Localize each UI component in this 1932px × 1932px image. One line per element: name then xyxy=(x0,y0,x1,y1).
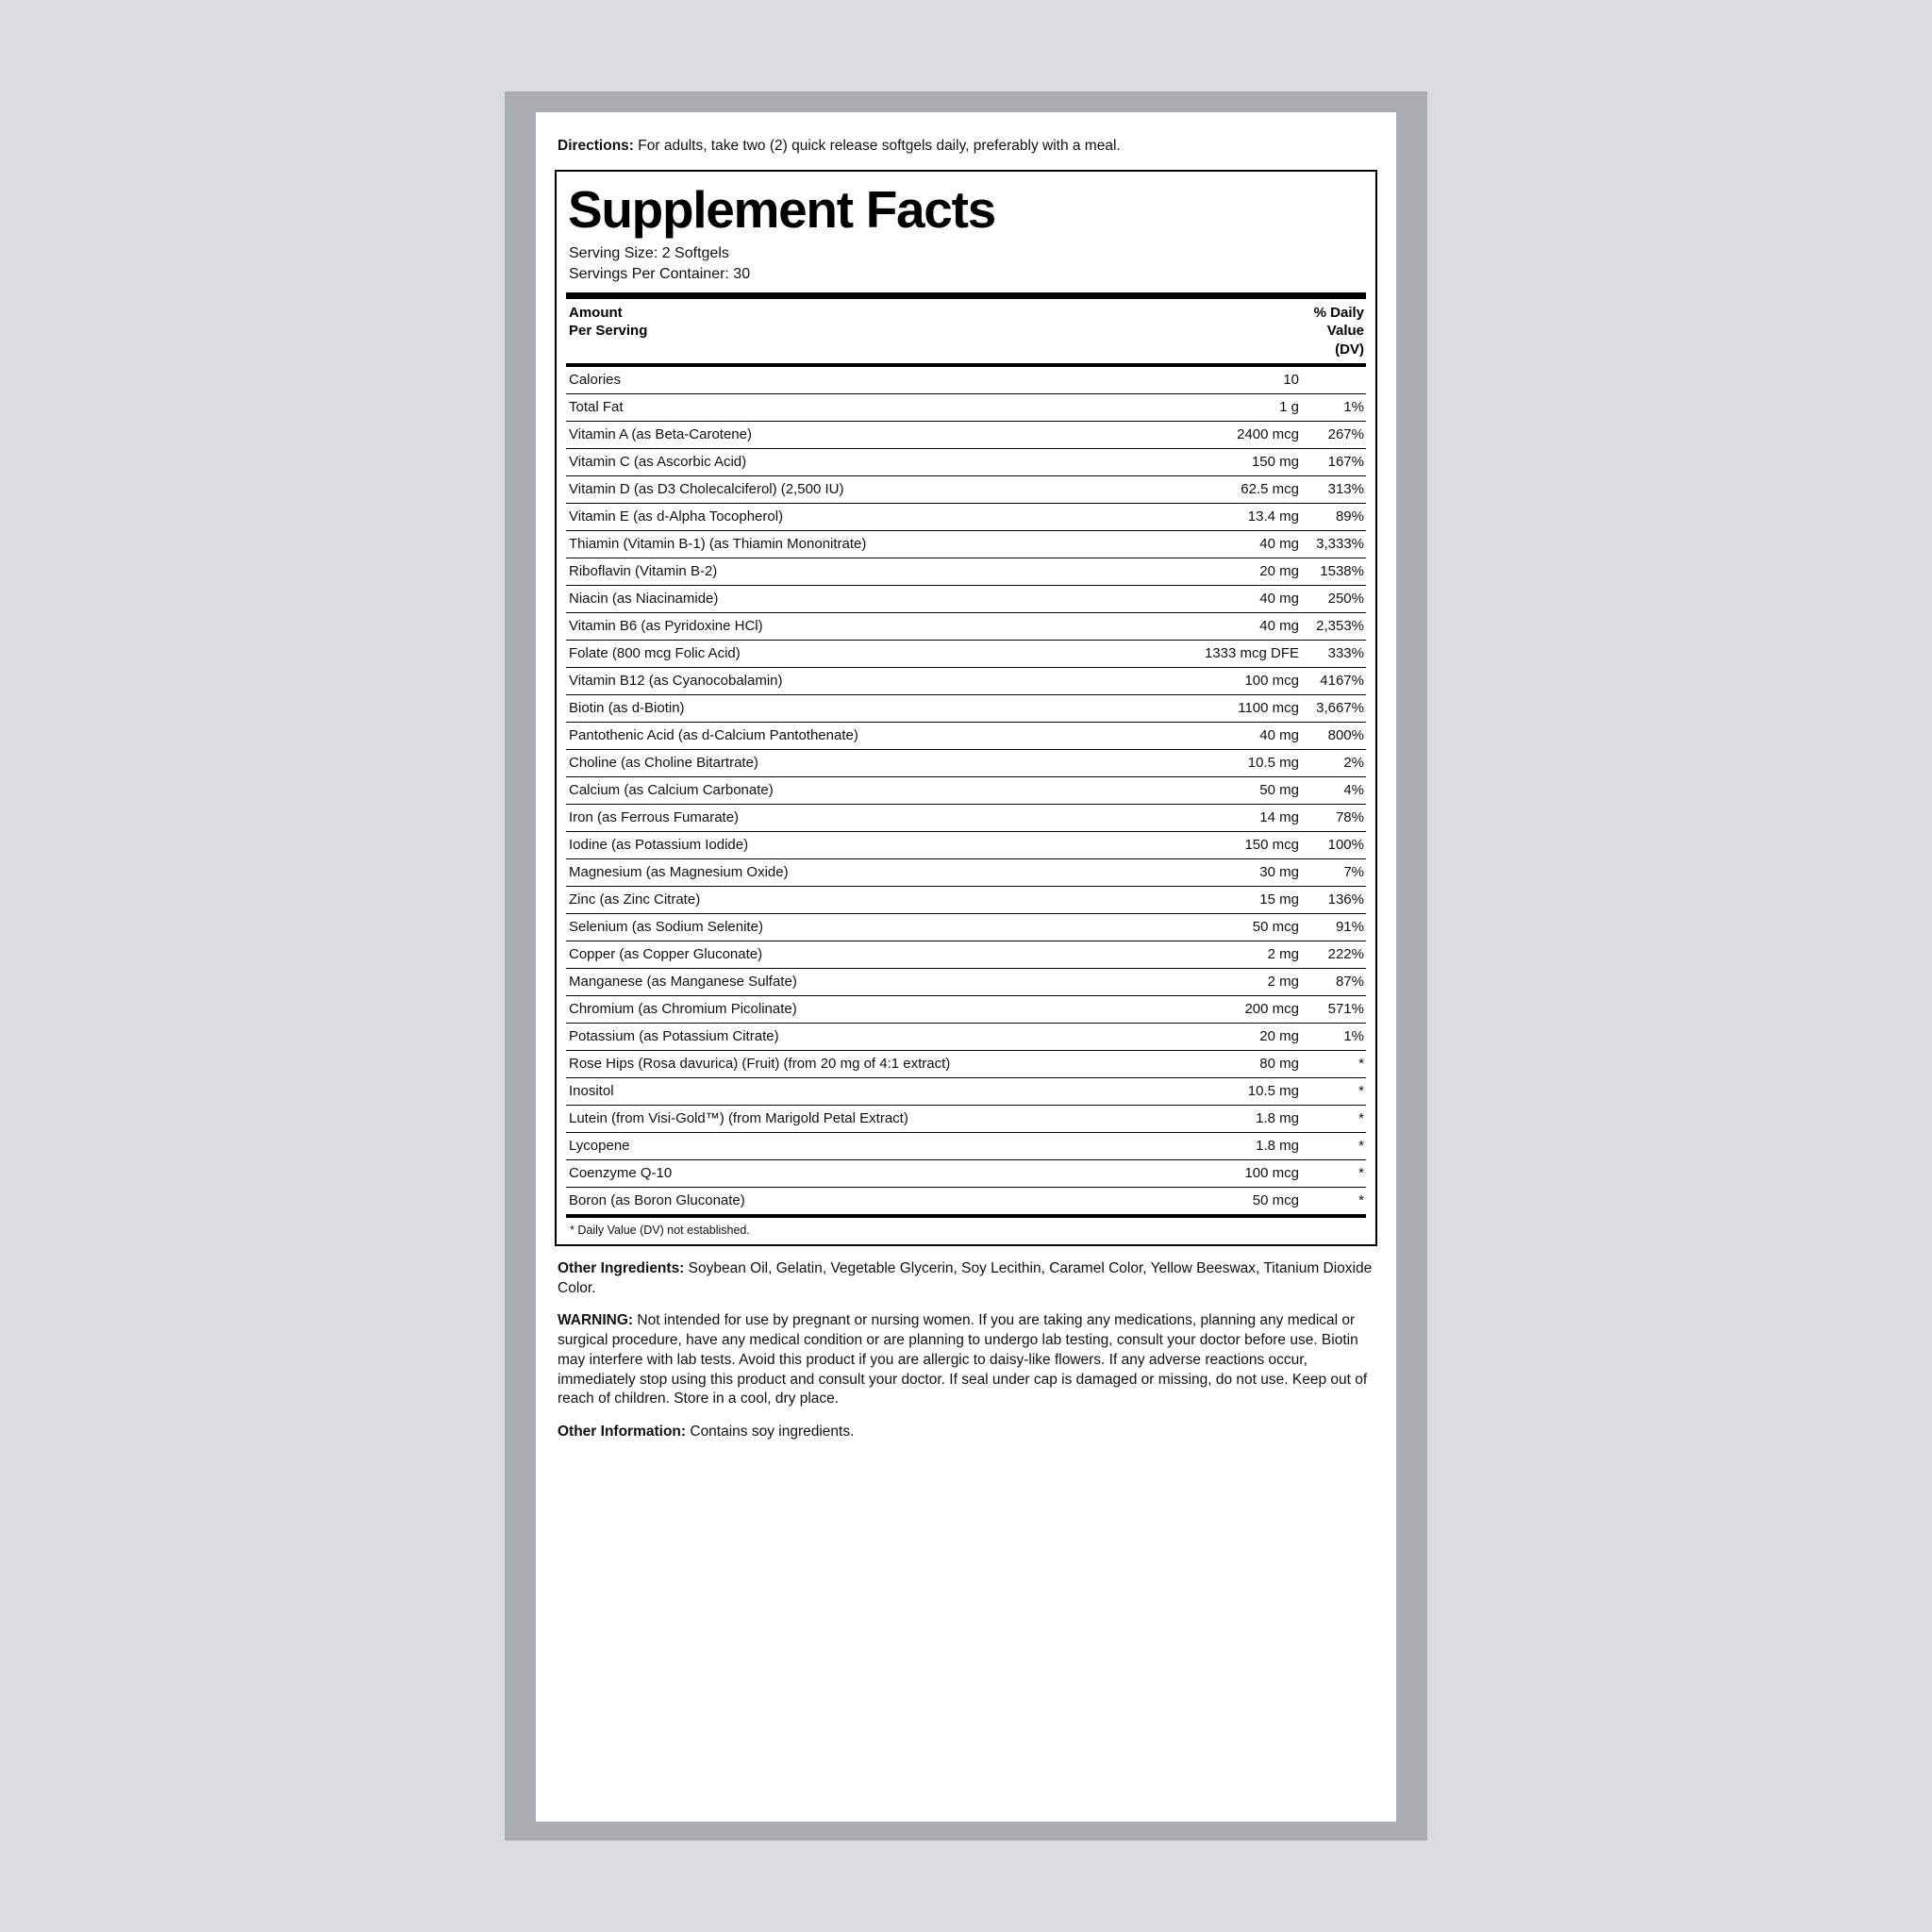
nutrient-name: Vitamin A (as Beta-Carotene) xyxy=(566,421,1151,448)
label-footer xyxy=(558,1259,1377,1442)
nutrient-daily-value: 3,667% xyxy=(1301,694,1366,722)
dv-header-line1: % Daily xyxy=(1313,305,1364,322)
directions-label: Directions: xyxy=(558,138,634,154)
nutrient-name: Selenium (as Sodium Selenite) xyxy=(566,913,1151,941)
nutrient-daily-value: * xyxy=(1301,1105,1366,1132)
table-row xyxy=(566,941,1366,968)
nutrient-name: Vitamin E (as d-Alpha Tocopherol) xyxy=(566,503,1151,530)
directions-text xyxy=(558,137,1377,157)
nutrient-amount: 1333 mcg DFE xyxy=(1151,640,1301,667)
nutrient-name: Biotin (as d-Biotin) xyxy=(566,694,1151,722)
nutrient-name: Rose Hips (Rosa davurica) (Fruit) (from 20 mg of 4:1 extract) xyxy=(566,1050,1151,1077)
nutrient-name: Vitamin B12 (as Cyanocobalamin) xyxy=(566,667,1151,694)
nutrient-amount: 2 mg xyxy=(1151,968,1301,995)
dv-header-line3: (DV) xyxy=(1335,341,1364,358)
nutrient-amount: 80 mg xyxy=(1151,1050,1301,1077)
nutrient-daily-value: 2% xyxy=(1301,749,1366,776)
nutrient-daily-value: 571% xyxy=(1301,995,1366,1023)
nutrient-amount: 15 mg xyxy=(1151,886,1301,913)
nutrients-table xyxy=(566,367,1366,1214)
table-row xyxy=(566,530,1366,558)
nutrient-name: Boron (as Boron Gluconate) xyxy=(569,1192,745,1209)
nutrient-daily-value: 250% xyxy=(1301,585,1366,612)
table-row xyxy=(566,367,1366,394)
nutrient-daily-value: * xyxy=(1358,1192,1364,1209)
warning xyxy=(558,1311,1377,1409)
nutrient-name: Vitamin D (as D3 Cholecalciferol) (2,500 IU) xyxy=(566,475,1151,503)
table-row xyxy=(566,886,1366,913)
table-row xyxy=(566,804,1366,831)
table-row xyxy=(566,831,1366,858)
label-page xyxy=(505,92,1427,1840)
nutrient-daily-value: 313% xyxy=(1301,475,1366,503)
nutrient-name: Vitamin B6 (as Pyridoxine HCl) xyxy=(566,612,1151,640)
nutrient-name: Iron (as Ferrous Fumarate) xyxy=(566,804,1151,831)
nutrient-amount: 1.8 mg xyxy=(1151,1132,1301,1159)
nutrient-amount: 62.5 mcg xyxy=(1151,475,1301,503)
nutrient-amount: 200 mcg xyxy=(1151,995,1301,1023)
table-row xyxy=(566,421,1366,448)
table-row xyxy=(566,1077,1366,1105)
table-row xyxy=(566,858,1366,886)
nutrient-daily-value: 4167% xyxy=(1301,667,1366,694)
table-row xyxy=(566,503,1366,530)
nutrient-daily-value: 89% xyxy=(1301,503,1366,530)
nutrient-name: Magnesium (as Magnesium Oxide) xyxy=(566,858,1151,886)
nutrient-name: Pantothenic Acid (as d-Calcium Pantothenate) xyxy=(566,722,1151,749)
nutrient-daily-value: 78% xyxy=(1301,804,1366,831)
amount-header-line1: Amount xyxy=(569,305,623,322)
nutrient-name: Total Fat xyxy=(566,393,1151,421)
nutrient-daily-value: 333% xyxy=(1301,640,1366,667)
nutrient-daily-value: 1% xyxy=(1301,1023,1366,1050)
nutrient-daily-value xyxy=(1301,367,1366,394)
nutrient-name: Chromium (as Chromium Picolinate) xyxy=(566,995,1151,1023)
nutrient-daily-value: 3,333% xyxy=(1301,530,1366,558)
nutrient-amount: 14 mg xyxy=(1151,804,1301,831)
nutrient-amount: 2400 mcg xyxy=(1151,421,1301,448)
nutrient-daily-value: 7% xyxy=(1301,858,1366,886)
amount-header-line2: Per Serving xyxy=(569,323,648,340)
table-row xyxy=(566,612,1366,640)
nutrient-name: Vitamin C (as Ascorbic Acid) xyxy=(566,448,1151,475)
nutrient-amount: 1100 mcg xyxy=(1151,694,1301,722)
warning-body: Not intended for use by pregnant or nursing women. If you are taking any medications, planning any medical or surgical procedure, have any medical condition or are planning to undergo lab testing, consult your doctor before use. Biotin may interfere with lab tests. Avoid this product if you are allergic to daisy-like flowers. If any adverse reactions occur, immediately stop using this product and consult your doctor. If seal under cap is damaged or missing, do not use. Keep out of reach of children. Store in a cool, dry place. xyxy=(558,1312,1368,1407)
table-row xyxy=(566,448,1366,475)
nutrient-daily-value: 91% xyxy=(1301,913,1366,941)
nutrient-daily-value: 1538% xyxy=(1301,558,1366,585)
nutrient-amount: 40 mg xyxy=(1151,612,1301,640)
page-title: Supplement Facts xyxy=(568,179,995,239)
other-ingredients-label: Other Ingredients: xyxy=(558,1259,685,1276)
table-row xyxy=(566,393,1366,421)
other-ingredients xyxy=(558,1259,1377,1299)
other-ingredients-body: Soybean Oil, Gelatin, Vegetable Glycerin, Soy Lecithin, Caramel Color, Yellow Beeswax, Titanium Dioxide Color. xyxy=(558,1259,1373,1296)
nutrient-amount: 100 mcg xyxy=(1151,667,1301,694)
table-row xyxy=(566,995,1366,1023)
nutrient-name: Copper (as Copper Gluconate) xyxy=(566,941,1151,968)
nutrient-amount: 1.8 mg xyxy=(1151,1105,1301,1132)
nutrient-name: Thiamin (Vitamin B-1) (as Thiamin Mononitrate) xyxy=(566,530,1151,558)
nutrient-amount: 30 mg xyxy=(1151,858,1301,886)
nutrient-amount: 1 g xyxy=(1151,393,1301,421)
amount-header xyxy=(569,304,647,340)
nutrient-amount: 40 mg xyxy=(1151,530,1301,558)
table-row xyxy=(566,722,1366,749)
divider-thick-top xyxy=(566,292,1366,299)
supplement-label-card xyxy=(536,112,1396,1822)
nutrient-amount: 10 xyxy=(1151,367,1301,394)
nutrient-amount: 150 mcg xyxy=(1151,831,1301,858)
table-row xyxy=(566,585,1366,612)
table-row xyxy=(566,1159,1366,1187)
nutrient-name: Calories xyxy=(566,367,1151,394)
servings-per-container: Servings Per Container: 30 xyxy=(569,266,751,283)
nutrient-amount: 20 mg xyxy=(1151,558,1301,585)
table-row xyxy=(566,1132,1366,1159)
table-row xyxy=(566,749,1366,776)
nutrient-name: Lutein (from Visi-Gold™) (from Marigold Petal Extract) xyxy=(566,1105,1151,1132)
nutrient-daily-value: 2,353% xyxy=(1301,612,1366,640)
nutrient-daily-value: 4% xyxy=(1301,776,1366,804)
nutrient-name: Inositol xyxy=(566,1077,1151,1105)
warning-label: WARNING: xyxy=(558,1312,634,1329)
nutrient-name: Manganese (as Manganese Sulfate) xyxy=(566,968,1151,995)
nutrient-daily-value: 267% xyxy=(1301,421,1366,448)
nutrient-daily-value: 167% xyxy=(1301,448,1366,475)
dv-footnote: * Daily Value (DV) not established. xyxy=(570,1223,750,1237)
table-row xyxy=(566,1105,1366,1132)
table-row xyxy=(566,558,1366,585)
nutrient-daily-value: * xyxy=(1301,1132,1366,1159)
nutrient-amount: 50 mcg xyxy=(1252,1192,1299,1209)
nutrient-daily-value: 136% xyxy=(1301,886,1366,913)
supplement-facts-panel xyxy=(555,170,1377,1246)
nutrient-daily-value: 100% xyxy=(1301,831,1366,858)
nutrient-name: Coenzyme Q-10 xyxy=(566,1159,1151,1187)
nutrient-amount: 100 mcg xyxy=(1151,1159,1301,1187)
nutrient-daily-value: * xyxy=(1301,1077,1366,1105)
other-information-label: Other Information: xyxy=(558,1424,687,1441)
nutrient-name: Lycopene xyxy=(566,1132,1151,1159)
nutrient-amount: 20 mg xyxy=(1151,1023,1301,1050)
nutrient-name: Choline (as Choline Bitartrate) xyxy=(566,749,1151,776)
table-row xyxy=(566,913,1366,941)
nutrient-name: Potassium (as Potassium Citrate) xyxy=(566,1023,1151,1050)
table-row xyxy=(566,1187,1366,1214)
nutrient-amount: 40 mg xyxy=(1151,722,1301,749)
nutrient-amount: 150 mg xyxy=(1151,448,1301,475)
nutrient-daily-value: * xyxy=(1301,1159,1366,1187)
nutrient-amount: 2 mg xyxy=(1151,941,1301,968)
nutrient-daily-value: 87% xyxy=(1301,968,1366,995)
table-row xyxy=(566,968,1366,995)
dv-header-line2: Value xyxy=(1326,323,1364,340)
nutrient-name: Calcium (as Calcium Carbonate) xyxy=(566,776,1151,804)
serving-size: Serving Size: 2 Softgels xyxy=(569,245,729,262)
nutrient-amount: 40 mg xyxy=(1151,585,1301,612)
table-row xyxy=(566,1050,1366,1077)
nutrient-name: Iodine (as Potassium Iodide) xyxy=(566,831,1151,858)
nutrient-name: Niacin (as Niacinamide) xyxy=(566,585,1151,612)
table-row xyxy=(566,776,1366,804)
nutrient-amount: 50 mcg xyxy=(1151,913,1301,941)
nutrient-daily-value: 1% xyxy=(1301,393,1366,421)
nutrient-name: Riboflavin (Vitamin B-2) xyxy=(566,558,1151,585)
table-row xyxy=(566,667,1366,694)
nutrient-amount: 10.5 mg xyxy=(1151,749,1301,776)
nutrient-amount: 10.5 mg xyxy=(1151,1077,1301,1105)
table-row xyxy=(566,640,1366,667)
table-row xyxy=(566,475,1366,503)
table-row xyxy=(566,1023,1366,1050)
nutrient-name: Zinc (as Zinc Citrate) xyxy=(566,886,1151,913)
nutrient-daily-value: * xyxy=(1301,1050,1366,1077)
directions-body: For adults, take two (2) quick release softgels daily, preferably with a meal. xyxy=(633,138,1121,154)
other-information-body: Contains soy ingredients. xyxy=(686,1424,855,1441)
dv-header xyxy=(1314,304,1364,358)
nutrient-name: Folate (800 mcg Folic Acid) xyxy=(566,640,1151,667)
nutrient-daily-value: 800% xyxy=(1301,722,1366,749)
nutrient-amount: 13.4 mg xyxy=(1151,503,1301,530)
nutrient-amount: 50 mg xyxy=(1151,776,1301,804)
other-information xyxy=(558,1423,1377,1442)
nutrient-daily-value: 222% xyxy=(1301,941,1366,968)
table-row xyxy=(566,694,1366,722)
table-header xyxy=(566,299,1366,363)
